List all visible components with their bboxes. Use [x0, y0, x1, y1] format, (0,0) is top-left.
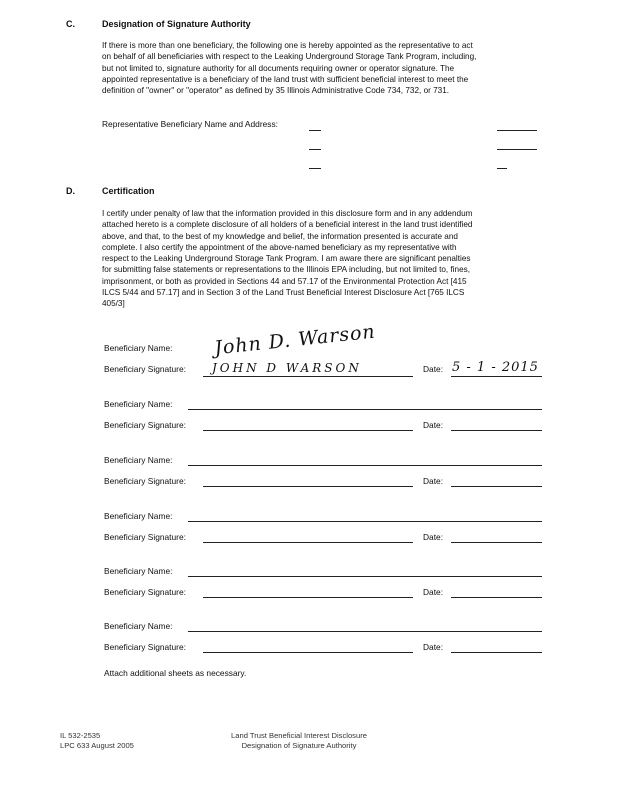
section-c-paragraph — [102, 40, 542, 96]
signature-line[interactable] — [203, 376, 413, 377]
representative-label: Representative Beneficiary Name and Address: — [102, 119, 278, 129]
paragraph-line: respect to the Leaking Underground Storage Tank Program. I am aware there are significant penalties — [102, 254, 471, 264]
footer-line: LPC 633 August 2005 — [60, 741, 134, 750]
representative-field[interactable] — [309, 149, 321, 150]
section-d-letter: D. — [66, 186, 75, 196]
date-value: 5 - 1 - 2015 — [452, 360, 539, 375]
date-line[interactable] — [451, 376, 542, 377]
representative-field[interactable] — [497, 130, 537, 131]
printed-name-signature: JOHN D WARSON — [212, 361, 362, 375]
date-line[interactable] — [451, 430, 542, 431]
paragraph-line: on behalf of all beneficiaries with respect to the Leaking Underground Storage Tank Program, including, — [102, 52, 477, 62]
date-label: Date: — [423, 364, 444, 374]
name-line[interactable] — [188, 631, 542, 632]
beneficiary-signature-label: Beneficiary Signature: — [104, 587, 186, 597]
name-line[interactable] — [188, 409, 542, 410]
beneficiary-name-label: Beneficiary Name: — [104, 343, 173, 353]
beneficiary-name-label: Beneficiary Name: — [104, 511, 173, 521]
signature-line[interactable] — [203, 597, 413, 598]
footer-line: Designation of Signature Authority — [241, 741, 357, 750]
paragraph-line: 405/3] — [102, 299, 125, 309]
paragraph-line: above, and that, to the best of my knowledge and belief, the information presented is accurate and — [102, 231, 458, 241]
signature-line[interactable] — [203, 652, 413, 653]
name-line[interactable] — [188, 576, 542, 577]
paragraph-line: If there is more than one beneficiary, the following one is hereby appointed as the representative to act — [102, 41, 473, 50]
name-line[interactable] — [188, 521, 542, 522]
paragraph-line: but not limited to, signature authority for all documents requiring owner or operator signature. The — [102, 63, 455, 73]
paragraph-line: imprisonment, or both as provided in Sections 44 and 57.17 of the Environmental Protection Act [415 — [102, 276, 467, 286]
signature-line[interactable] — [203, 486, 413, 487]
date-line[interactable] — [451, 597, 542, 598]
date-label: Date: — [423, 420, 444, 430]
beneficiary-name-label: Beneficiary Name: — [104, 621, 173, 631]
beneficiary-signature-label: Beneficiary Signature: — [104, 420, 186, 430]
section-c-letter: C. — [66, 19, 75, 29]
beneficiary-signature-label: Beneficiary Signature: — [104, 532, 186, 542]
date-line[interactable] — [451, 486, 542, 487]
date-label: Date: — [423, 476, 444, 486]
paragraph-line: definition of "owner" or "operator" as defined by 35 Illinois Administrative Code 734, 732, or 731. — [102, 86, 450, 96]
attach-note: Attach additional sheets as necessary. — [104, 668, 247, 678]
name-line[interactable] — [188, 465, 542, 466]
paragraph-line: for submitting false statements or representations to the Illinois EPA including, but not limited to, fines, — [102, 265, 471, 275]
paragraph-line: attached hereto is a complete disclosure of all holders of a beneficial interest in the land trust identified — [102, 220, 473, 230]
signature-line[interactable] — [203, 542, 413, 543]
footer-form-id — [60, 731, 134, 751]
beneficiary-signature-label: Beneficiary Signature: — [104, 364, 186, 374]
paragraph-line: ILCS 5/44 and 57.17] and in Section 3 of the Land Trust Beneficial Interest Disclosure Act [765 ILCS — [102, 288, 465, 298]
footer-form-title — [204, 731, 394, 751]
representative-field[interactable] — [497, 149, 537, 150]
date-line[interactable] — [451, 652, 542, 653]
paragraph-line: I certify under penalty of law that the information provided in this disclosure form and in any addendum — [102, 209, 473, 218]
signature-line[interactable] — [203, 430, 413, 431]
section-d-title: Certification — [102, 186, 155, 196]
date-line[interactable] — [451, 542, 542, 543]
date-label: Date: — [423, 587, 444, 597]
section-c-title: Designation of Signature Authority — [102, 19, 251, 29]
section-d-paragraph — [102, 208, 542, 310]
beneficiary-name-label: Beneficiary Name: — [104, 566, 173, 576]
footer-line: IL 532-2535 — [60, 731, 101, 740]
beneficiary-name-label: Beneficiary Name: — [104, 455, 173, 465]
footer-line: Land Trust Beneficial Interest Disclosure — [231, 731, 367, 740]
representative-field[interactable] — [309, 168, 321, 169]
handwritten-name: John D. Warson — [213, 320, 377, 360]
paragraph-line: complete. I also certify the appointment of the above-named beneficiary as my representative with — [102, 242, 457, 252]
beneficiary-signature-label: Beneficiary Signature: — [104, 642, 186, 652]
beneficiary-signature-label: Beneficiary Signature: — [104, 476, 186, 486]
representative-field[interactable] — [497, 168, 507, 169]
paragraph-line: appointed representative is a beneficiary of the land trust with sufficient beneficial interest to meet the — [102, 74, 469, 84]
representative-field[interactable] — [309, 130, 321, 131]
date-label: Date: — [423, 532, 444, 542]
beneficiary-name-label: Beneficiary Name: — [104, 399, 173, 409]
date-label: Date: — [423, 642, 444, 652]
